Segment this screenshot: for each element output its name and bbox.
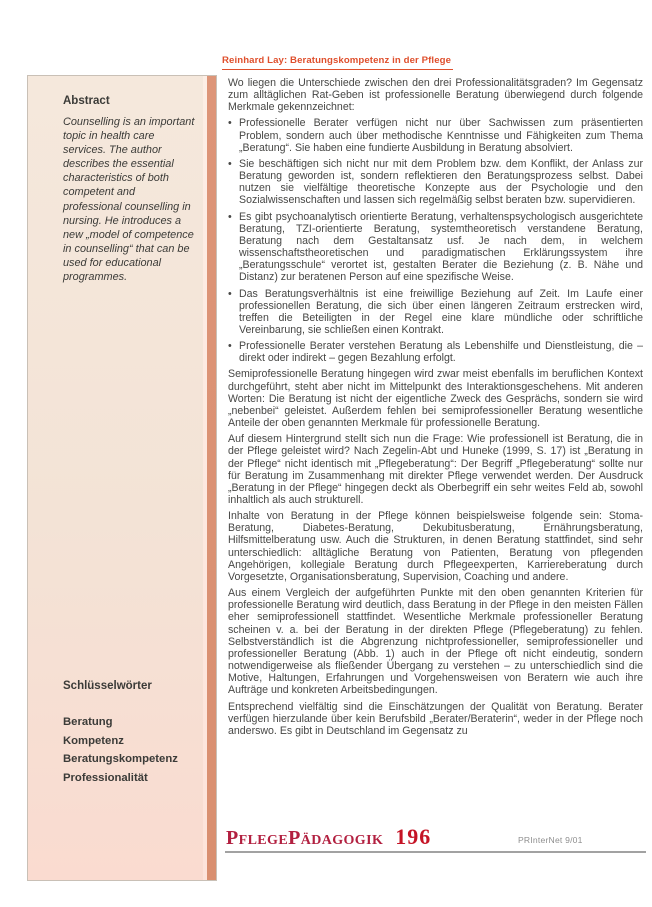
- bullet-text: Sie beschäftigen sich nicht nur mit dem Problem bzw. dem Konflikt, der Anlass zur Beratung geworden ist, sondern reflektieren den Beratungsprozess selbst. Dabei nutzen sie vielfältige theoretische Konzepte aus der Psychologie und den Sozialwissenschaften und lassen sich regelmäßig selbst beraten bzw. supervidieren.: [239, 157, 643, 207]
- abstract-text: Counselling is an important topic in health care services. The author describes the essential characteristics of both competent and professional counselling in nursing. He introduces a new „model of competence in counselling“ that can be used for educational programmes.: [63, 116, 195, 284]
- journal-name-part2: Pädagogik: [288, 827, 384, 849]
- journal-logo: [226, 824, 431, 850]
- keywords-heading: Schlüsselwörter: [63, 680, 152, 692]
- running-head: Reinhard Lay: Beratungskompetenz in der Pflege: [222, 55, 453, 70]
- bullet-text: Das Beratungsverhältnis ist eine freiwillige Beziehung auf Zeit. Im Laufe einer professionellen Beratung, die sich über einen längeren Zeitraum erstrecken wird, treffen die Beteiligten in der Regel eine klare mündliche oder schriftliche Vereinbarung, sie schließen einen Kontrakt.: [239, 287, 643, 336]
- sidebar-background: [28, 76, 203, 880]
- paragraph: Entsprechend vielfältig sind die Einschätzungen der Qualität von Beratung. Berater verfügen hierzulande über kein Berufsbild „Berater/Beraterin“, weder in der Pflege noch anderswo. Es gibt in Deutschland im Gegensatz zu: [228, 700, 643, 737]
- paragraph: Auf diesem Hintergrund stellt sich nun die Frage: Wie professionell ist Beratung, die in der Pflege geleistet wird? Nach Zegelin-Abt und Huneke (1999, S. 17) ist „Beratung in der Pflege“ nicht identisch mit „Pflegeberatung“: Der Begriff „Pflegeberatung“ sollte nur für Beratung im Zusammenhang mit direkter Pflege verwendet werden. Der Ausdruck „Beratung in der Pflege“ hingegen deckt als Oberbegriff ein sehr weites Feld ab, sowohl inhaltlich als auch strukturell.: [228, 433, 643, 506]
- bullet-text: Es gibt psychoanalytisch orientierte Beratung, verhaltenspsychologisch ausgerichtete Beratung, TZI-orientierte Beratung, systemtheoretisch verstandene Beratung, Beratung nach dem Gestaltansatz usf. Je nach dem, in welchem wissenschaftstheoretischen und paradigmatischen Erklärungssystem ihre „Beratungsschule“ verortet ist, gestalten Berater die Beziehung (z. B. Nähe und Distanz) zur beratenen Person auf eine spezifische Weise.: [239, 210, 643, 284]
- article-body: [228, 77, 643, 741]
- bullet-list-item: [228, 211, 643, 284]
- abstract-section: [28, 76, 203, 284]
- paragraph: Semiprofessionelle Beratung hingegen wird zwar meist ebenfalls im beruflichen Kontext durchgeführt, steht aber nicht im Mittelpunkt des Interaktionsgeschehens. Mit anderen Worten: Die Beratung ist nicht der eigentliche Zweck des Gesprächs, sondern sie wird „nebenbei“ geleistet. Außerdem fehlen bei semiprofessioneller Beratung wesentliche Anteile der oben genannten Merkmale für professionelle Beratung.: [228, 368, 643, 430]
- bullet-text: Professionelle Berater verstehen Beratung als Lebenshilfe und Dienstleistung, die – direkt oder indirekt – gegen Bezahlung erfolgt.: [239, 340, 643, 365]
- sidebar-salmon-bar: [207, 76, 216, 880]
- bullet-list-item: [228, 117, 643, 153]
- paragraph: Aus einem Vergleich der aufgeführten Punkte mit den oben genannten Kriterien für professionelle Beratung wird deutlich, dass Beratung in der Pflege in den meisten Fällen eher semiprofessionell stattfindet. Wesentliche Merkmale professioneller Beratung scheinen v. a. bei der Beratung in der direkten Pflege (Pflegeberatung) zu fehlen. Selbstverständlich ist die Abgrenzung nichtprofessioneller, semiprofessioneller und professioneller Beratung (Abb. 1) auch in der Pflege oft nicht eindeutig, sondern notwendigerweise als fließender Übergang zu verstehen – zu unterschiedlich sind die Motive, Haltungen, Erfahrungen und Vorgehensweisen von Beratern wie auch ihre Aufträge und konkreten Arbeitsbedingungen.: [228, 587, 643, 697]
- bullet-icon: •: [228, 340, 232, 353]
- footer-rule: [225, 851, 646, 853]
- bullet-list-item: [228, 158, 643, 207]
- keyword-item: Kompetenz: [63, 734, 124, 747]
- bullet-icon: •: [228, 157, 232, 170]
- sidebar: [27, 75, 217, 881]
- page-number: 196: [395, 824, 432, 849]
- keyword-item: Beratungskompetenz: [63, 753, 178, 765]
- journal-name-part1: Pflege: [226, 827, 289, 849]
- keyword-item: Professionalität: [63, 771, 148, 784]
- keyword-item: Beratung: [63, 716, 113, 728]
- issue-info: PRInterNet 9/01: [518, 835, 583, 845]
- keywords-section: [63, 680, 178, 791]
- bullet-icon: •: [228, 210, 232, 223]
- bullet-icon: •: [228, 117, 232, 130]
- abstract-heading: Abstract: [63, 95, 110, 107]
- paragraph: Inhalte von Beratung in der Pflege können beispielsweise folgende sein: Stoma-Beratung, Diabetes-Beratung, Dekubitusberatung, Ernährungsberatung, Hilfsmittelberatung usw. Auch die Strukturen, in denen Beratung stattfindet, sind sehr unterschiedlich: alltägliche Beratung von Patienten, Beratung von pflegenden Angehörigen, kollegiale Beratung durch Pflegeexperten, Karriereberatung durch Vorgesetzte, Organisationsberatung, Supervision, Coaching und andere.: [228, 510, 643, 583]
- bullet-text: Professionelle Berater verfügen nicht nur über Sachwissen zum präsentierten Problem, sondern auch über methodische Kenntnisse und Fähigkeiten zum Thema „Beratung“. Sie haben eine fundierte Ausbildung in Beratung absolviert.: [239, 117, 643, 154]
- bullet-list-item: [228, 340, 643, 364]
- bullet-list-item: [228, 288, 643, 337]
- paragraph-intro: Wo liegen die Unterschiede zwischen den drei Professionalitätsgraden? Im Gegensatz zum alltäglichen Rat-Geben ist professionelle Beratung überwiegend durch folgende Merkmale gekennzeichnet:: [228, 77, 643, 114]
- bullet-icon: •: [228, 287, 232, 300]
